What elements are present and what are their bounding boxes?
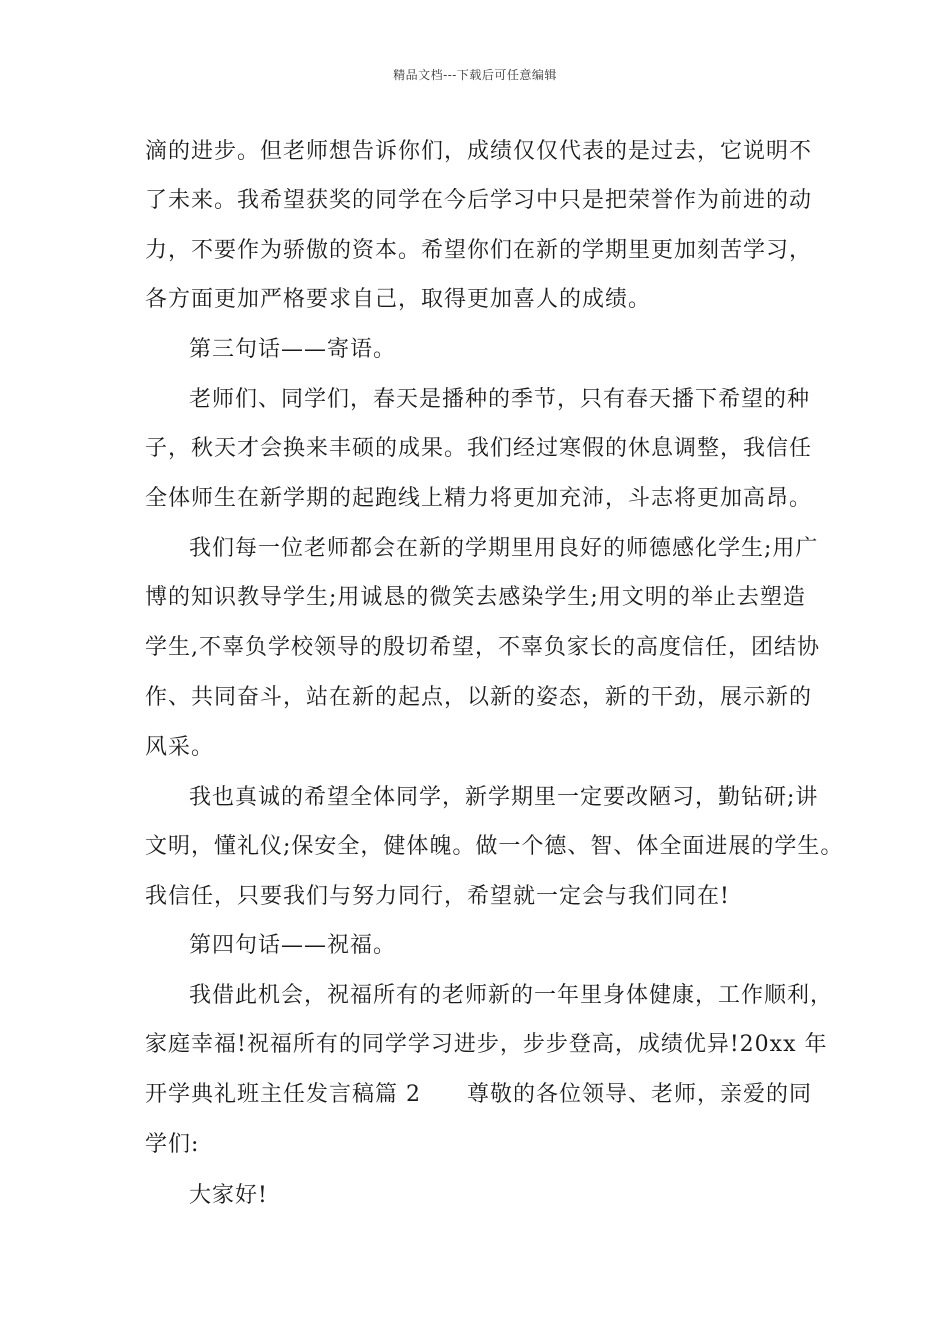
text-line: 我们每一位老师都会在新的学期里用良好的师德感化学生;用广 bbox=[189, 536, 819, 561]
text-line: 家庭幸福!祝福所有的同学学习进步，步步登高，成绩优异!20xx 年 bbox=[145, 1032, 828, 1057]
text-line: 博的知识教导学生;用诚恳的微笑去感染学生;用文明的举止去塑造 bbox=[145, 585, 806, 610]
text-line: 各方面更加严格要求自己，取得更加喜人的成绩。 bbox=[145, 287, 652, 312]
section-heading: 第四句话——祝福。 bbox=[189, 933, 397, 958]
section-heading: 第三句话——寄语。 bbox=[189, 337, 397, 362]
text-line: 子，秋天才会换来丰硕的成果。我们经过寒假的休息调整，我信任 bbox=[145, 436, 813, 461]
text-line: 我借此机会，祝福所有的老师新的一年里身体健康，工作顺利， bbox=[189, 983, 834, 1008]
text-line: 我信任，只要我们与努力同行，希望就一定会与我们同在! bbox=[145, 884, 730, 909]
text-line: 老师们、同学们，春天是播种的季节，只有春天播下希望的种 bbox=[189, 387, 811, 412]
text-line: 力，不要作为骄傲的资本。希望你们在新的学期里更加刻苦学习， bbox=[145, 238, 813, 263]
text-line: 学们: bbox=[145, 1132, 200, 1157]
text-line: 文明，懂礼仪;保安全，健体魄。做一个德、智、体全面进展的学生。 bbox=[145, 834, 844, 859]
text-line: 全体师生在新学期的起跑线上精力将更加充沛，斗志将更加高昂。 bbox=[145, 486, 813, 511]
text-line: 滴的进步。但老师想告诉你们，成绩仅仅代表的是过去，它说明不 bbox=[145, 139, 813, 164]
text-line: 风采。 bbox=[145, 735, 215, 760]
text-line: 我也真诚的希望全体同学，新学期里一定要改陋习，勤钻研;讲 bbox=[189, 785, 819, 810]
text-line: 开学典礼班主任发言稿篇 2 尊敬的各位领导、老师，亲爱的同 bbox=[145, 1082, 812, 1107]
text-line: 学生,不辜负学校领导的殷切希望，不辜负家长的高度信任，团结协 bbox=[145, 635, 820, 660]
page-header: 精品文档---下载后可任意编辑 bbox=[393, 68, 557, 82]
text-line: 大家好! bbox=[189, 1183, 268, 1208]
text-line: 了未来。我希望获奖的同学在今后学习中只是把荣誉作为前进的动 bbox=[145, 188, 813, 213]
text-line: 作、共同奋斗，站在新的起点，以新的姿态，新的干劲，展示新的 bbox=[145, 685, 813, 710]
